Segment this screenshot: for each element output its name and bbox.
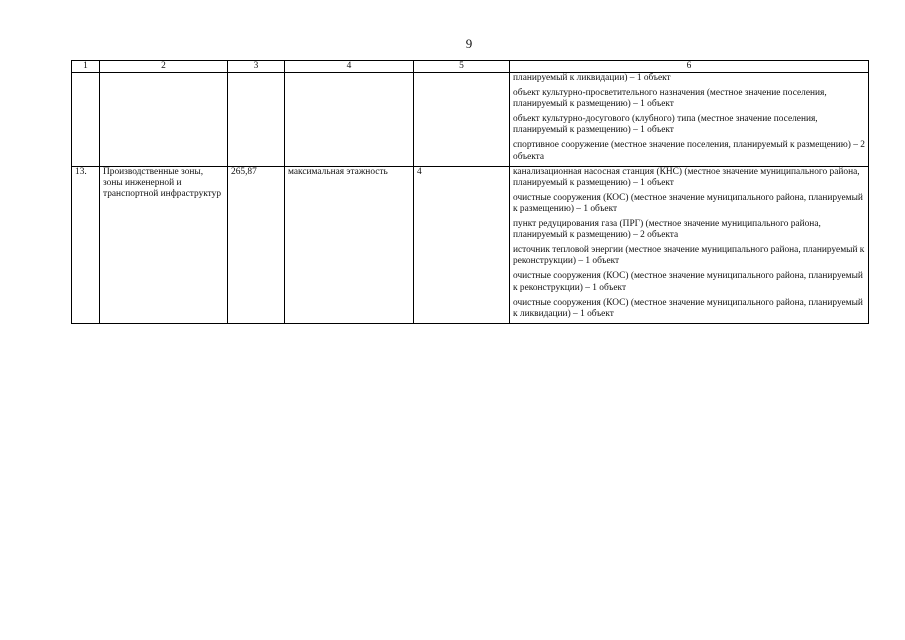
object-entry: объект культурно-досугового (клубного) типа (местное значение поселения, планируемый к размещению) – 1 объект: [513, 114, 818, 136]
column-header: 4: [285, 61, 414, 73]
objects-cell: [510, 166, 869, 323]
table-row: [72, 73, 869, 167]
empty-cell: [72, 73, 100, 167]
page-number: 9: [465, 36, 473, 51]
object-entry: пункт редуцирования газа (ПРГ) (местное значение муниципального района, планируемый к размещению) – 2 объекта: [513, 219, 821, 241]
parameter-name: максимальная этажность: [285, 166, 414, 323]
zone-name: Производственные зоны, зоны инженерной и транспортной инфраструктур: [100, 166, 228, 323]
object-entry: источник тепловой энергии (местное значение муниципального района, планируемый к реконструкции) – 1 объект: [513, 245, 865, 267]
column-header: 5: [414, 61, 510, 73]
empty-cell: [100, 73, 228, 167]
column-header: 6: [510, 61, 869, 73]
objects-table: [71, 60, 869, 324]
parameter-value: 4: [414, 166, 510, 323]
object-entry: канализационная насосная станция (КНС) (местное значение муниципального района, планируемый к размещению) – 1 объект: [513, 166, 860, 188]
object-entry: очистные сооружения (КОС) (местное значение муниципального района, планируемый к размещению) – 1 объект: [513, 192, 863, 214]
empty-cell: [414, 73, 510, 167]
empty-cell: [228, 73, 285, 167]
objects-cell: [510, 73, 869, 167]
object-entry: планируемый к ликвидации) – 1 объект: [513, 73, 671, 83]
zone-area: 265,87: [228, 166, 285, 323]
object-entry: объект культурно-просветительного назначения (местное значение поселения, планируемый к размещению) – 1 объект: [513, 88, 827, 110]
table-header-row: [72, 61, 869, 73]
object-entry: очистные сооружения (КОС) (местное значение муниципального района, планируемый к реконструкции) – 1 объект: [513, 271, 863, 293]
column-header: 3: [228, 61, 285, 73]
column-header: 2: [100, 61, 228, 73]
table-row: [72, 166, 869, 323]
empty-cell: [285, 73, 414, 167]
object-entry: спортивное сооружение (местное значение поселения, планируемый к размещению) – 2 объекта: [513, 140, 865, 162]
column-header: 1: [72, 61, 100, 73]
row-number: 13.: [72, 166, 100, 323]
object-entry: очистные сооружения (КОС) (местное значение муниципального района, планируемый к ликвидации) – 1 объект: [513, 297, 863, 319]
